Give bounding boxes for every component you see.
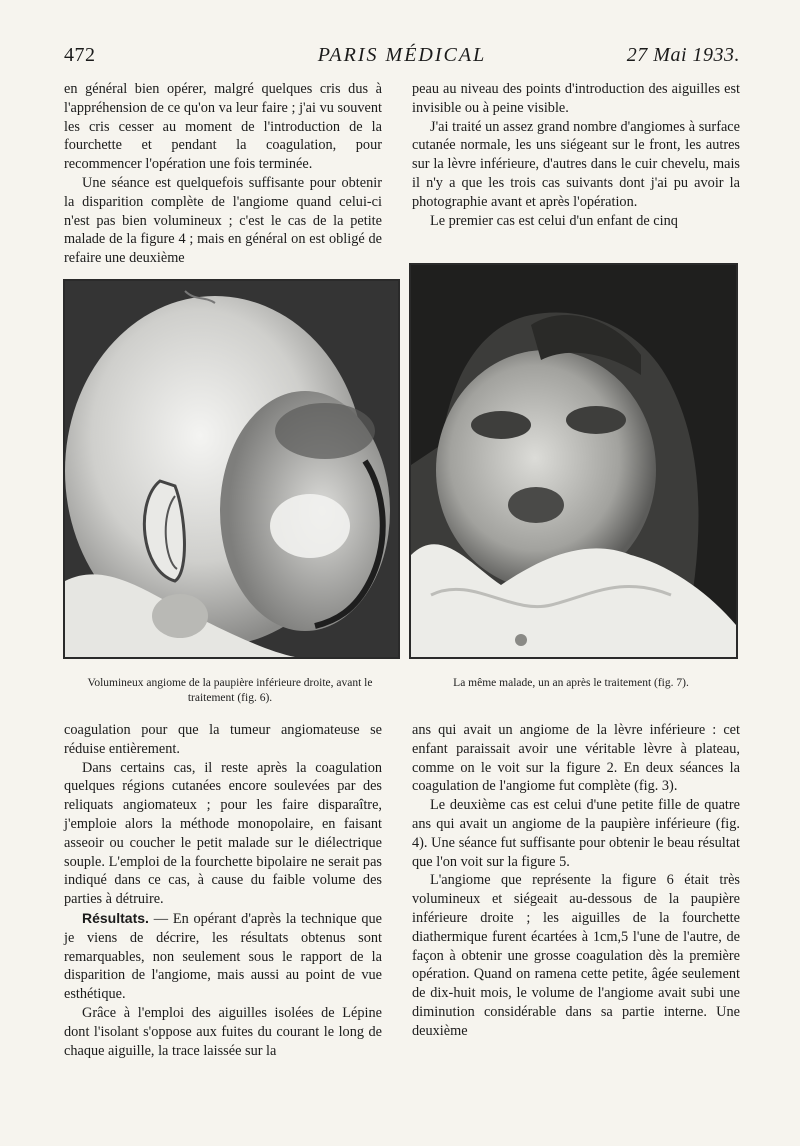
paragraph: Grâce à l'emploi des aiguilles isolées de Lépine dont l'isolant s'oppose aux fuites du courant le long de chaque aiguille, la trace laissée sur la (64, 1004, 382, 1059)
paragraph: J'ai traité un assez grand nombre d'angiomes à surface cutanée normale, les uns siégeant sur le front, les autres sur la lèvre inférieure, d'autres dans le cuir chevelu, mais il n'y a que les trois cas suivants dont j'ai pu avoir la photographie avant et après l'opération. (412, 118, 740, 210)
figure-7-caption: La même malade, un an après le traitement (fig. 7). (453, 677, 689, 689)
paragraph: Une séance est quelquefois suffisante pour obtenir la disparition complète de l'angiome quand celui-ci n'est pas bien volumineux ; c'est le cas de la petite malade de la figure 4 ; mais en général on est obligé de refaire une deuxième (64, 174, 382, 267)
figure-6-caption: Volumineux angiome de la paupière inférieure droite, avant le traitement (fig. 6). (87, 677, 373, 704)
paragraph: en général bien opérer, malgré quelques cris dus à l'appréhension de ce qu'on va leur faire ; j'ai vu souvent les cris cesser au moment de l'introduction de la fourchette et pendant la coagulation, pour recommencer l'opération une fois terminée. (64, 81, 382, 173)
issue-date: 27 Mai 1933. (626, 44, 740, 66)
infant-profile-image (65, 281, 398, 657)
running-header (64, 44, 740, 72)
paragraph (64, 909, 382, 1004)
paragraph: peau au niveau des points d'introduction des aiguilles est invisible ou à peine visible. (412, 81, 740, 116)
bottom-left-column (64, 721, 382, 1060)
paragraph: Le deuxième cas est celui d'une petite fille de quatre ans qui avait un angiome de la paupière inférieure (fig. 4). Une séance fut suffisante pour obtenir le beau résultat que l'on voit sur la figure 5. (412, 797, 740, 870)
results-heading: Résultats. (82, 909, 149, 926)
results-text: — En opérant d'après la technique que je viens de décrire, les résultats obtenus sont remarquables, non seulement sous le rapport de la disparition de l'angiome, mais aussi au point de vue esthétique. (64, 910, 383, 1003)
bottom-right-column (412, 721, 740, 1041)
top-left-column (64, 80, 382, 268)
top-right-column (412, 80, 740, 230)
paragraph: ans qui avait un angiome de la lèvre inférieure : cet enfant paraissait avoir une véritable lèvre à plateau, comme on le voit sur la figure 2. En deux séances la coagulation de l'angiome fut complète (fig. 3). (412, 722, 740, 795)
figure-6-photo (63, 279, 400, 659)
child-face-image (411, 265, 736, 657)
paragraph: Le premier cas est celui d'un enfant de cinq (430, 212, 678, 229)
figure-7-photo (409, 263, 738, 659)
page-number: 472 (64, 44, 96, 66)
journal-title: PARIS MÉDICAL (317, 44, 487, 66)
paragraph: L'angiome que représente la figure 6 était très volumineux et siégeait au-dessous de la paupière inférieure droite ; les aiguilles de la fourchette diathermique furent écartées à 1cm,5 l'une de l'autre, de façon à obtenir une grosse coagulation dès la première opération. Quand on ramena cette petite, âgée seulement de dix-huit mois, le volume de l'angiome avait subi une diminution considérable dans sa partie interne. Une deuxième (412, 872, 740, 1039)
paragraph: coagulation pour que la tumeur angiomateuse se réduise entièrement. (64, 722, 382, 757)
paragraph: Dans certains cas, il reste après la coagulation quelques régions cutanées encore soulevées par des reliquats angiomateux ; pour les faire disparaître, j'emploie alors la méthode monopolaire, en faisant asseoir ou coucher le petit malade sur le diélectrique souple. L'emploi de la fourchette bipolaire ne serait pas indiqué dans ce cas, à cause du faible volume des parties à détruire. (64, 759, 382, 908)
